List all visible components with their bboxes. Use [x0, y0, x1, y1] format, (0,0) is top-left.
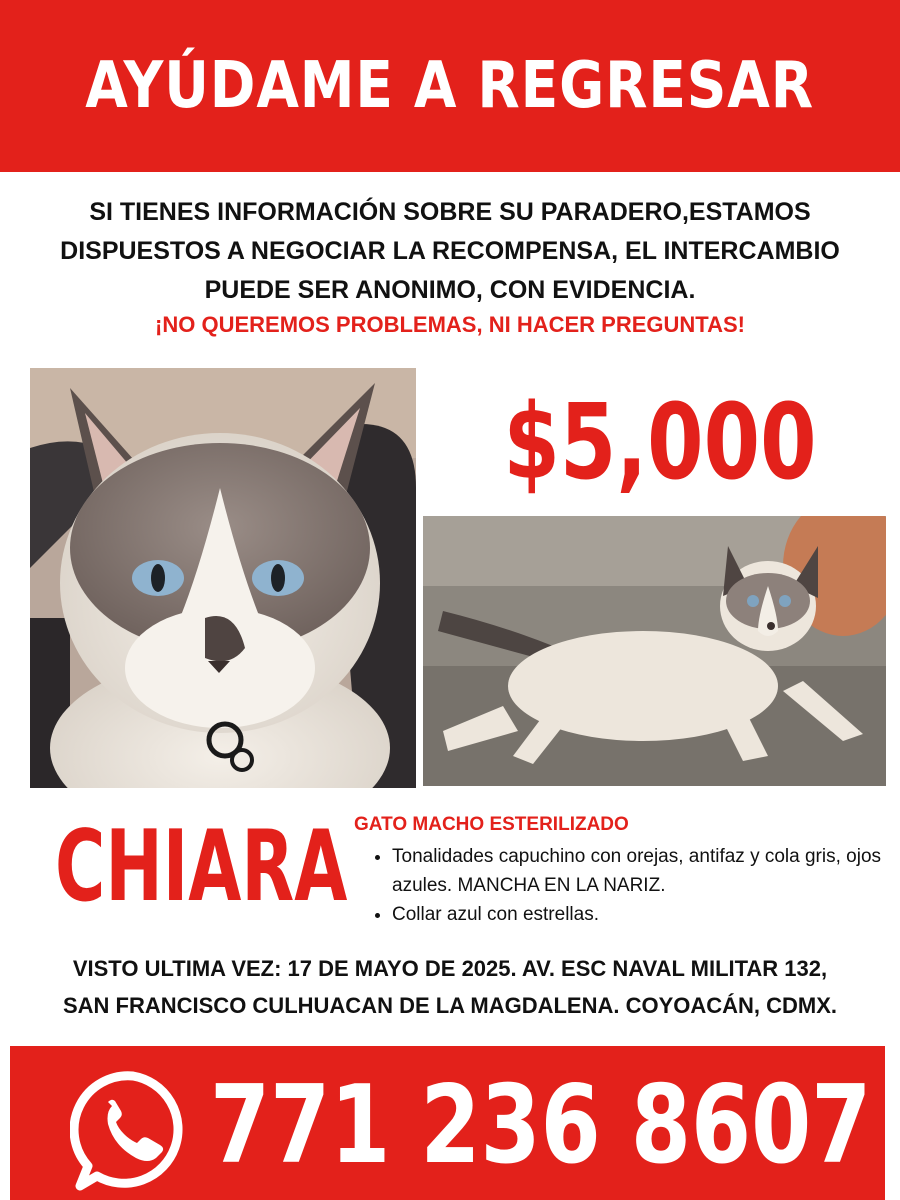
pet-trait-item: • Tonalidades capuchino con orejas, antifaz y cola gris, ojos azules. MANCHA EN LA NARIZ.: [392, 842, 892, 900]
cat-face-photo: [30, 368, 416, 788]
poster-title: AYÚDAME A REGRESAR: [85, 49, 815, 123]
info-text: [0, 193, 900, 310]
info-line-3: PUEDE SER ANONIMO, CON EVIDENCIA.: [204, 276, 696, 304]
pet-name: CHIARA: [55, 810, 348, 924]
info-line-1: SI TIENES INFORMACIÓN SOBRE SU PARADERO,ESTAMOS: [89, 198, 811, 226]
contact-banner: [10, 1046, 885, 1200]
title-banner: [0, 0, 900, 172]
reward-amount: $5,000: [503, 381, 817, 503]
cat-body-photo: [423, 516, 886, 786]
pet-traits-list: [372, 842, 892, 929]
pet-trait-item: • Collar azul con estrellas.: [392, 900, 892, 929]
last-seen-line-1: VISTO ULTIMA VEZ: 17 DE MAYO DE 2025. AV. ESC NAVAL MILITAR 132,: [72, 956, 828, 981]
last-seen-text: [0, 950, 900, 1024]
phone-number[interactable]: 771 236 8607: [210, 1063, 872, 1188]
pet-type: GATO MACHO ESTERILIZADO: [354, 814, 629, 835]
warning-text: ¡NO QUEREMOS PROBLEMAS, NI HACER PREGUNTAS!: [155, 312, 745, 337]
last-seen-line-2: SAN FRANCISCO CULHUACAN DE LA MAGDALENA. COYOACÁN, CDMX.: [62, 993, 838, 1018]
whatsapp-phone-icon: [70, 1068, 196, 1194]
info-line-2: DISPUESTOS A NEGOCIAR LA RECOMPENSA, EL INTERCAMBIO: [60, 237, 840, 265]
